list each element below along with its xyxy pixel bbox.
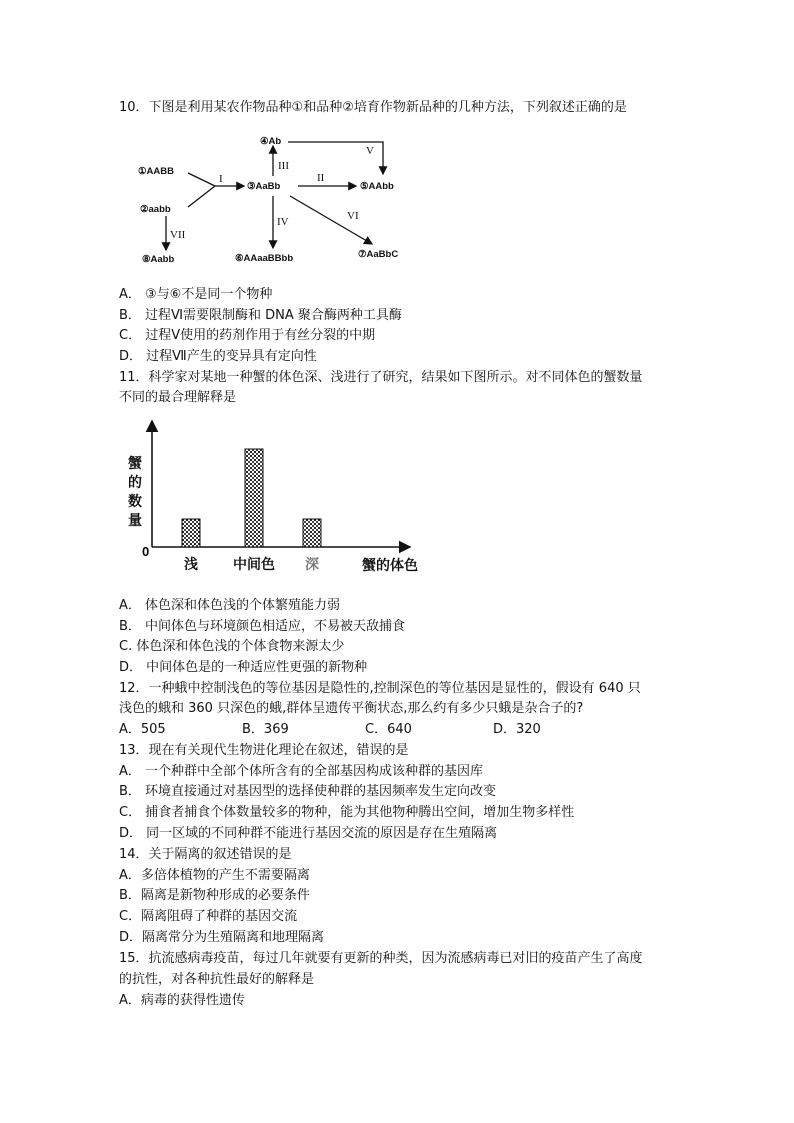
x-tick-1: 中间色: [233, 557, 275, 573]
q11-option-d: D． 中间体色是的一种适应性更强的新物种: [119, 660, 368, 675]
q12-option-a: A．505: [119, 722, 166, 737]
q10-option-b: B． 过程Ⅵ需要限制酶和 DNA 聚合酶两种工具酶: [119, 308, 402, 323]
q15-stem-1: 15．抗流感病毒疫苗，每过几年就要有更新的种类，因为流感病毒已对旧的疫苗产生了高度: [119, 951, 643, 966]
q12-stem-2: 浅色的蛾和 360 只深色的蛾,群体呈遗传平衡状态,那么约有多少只蛾是杂合子的?: [119, 701, 584, 716]
q11-stem-2: 不同的最合理解释是: [119, 390, 237, 405]
q13-option-a: A． 一个种群中全部个体所含有的全部基因构成该种群的基因库: [119, 764, 484, 779]
node-1: ①AABB: [138, 166, 174, 177]
q14-option-d: D．隔离常分为生殖隔离和地理隔离: [119, 930, 325, 945]
x-tick-2: 深: [305, 557, 319, 573]
bar-1: [245, 449, 263, 547]
crab-color-chart: [118, 415, 438, 580]
arrow-i-from-1: [188, 173, 215, 186]
q15-option-a: A．病毒的获得性遗传: [119, 993, 245, 1008]
origin-label: 0: [142, 544, 150, 559]
node-3: ③AaBb: [247, 181, 281, 192]
node-2: ②aabb: [140, 204, 171, 215]
q14-stem: 14．关于隔离的叙述错误的是: [119, 847, 292, 862]
q10-stem: 10．下图是利用某农作物品种①和品种②培育作物新品种的几种方法，下列叙述正确的是: [119, 100, 627, 115]
breeding-diagram: [130, 128, 430, 270]
node-7: ⑦AaBbC: [358, 249, 399, 260]
y-axis-label: 蟹的数量: [128, 456, 142, 529]
label-iv: IV: [277, 216, 289, 228]
q15-stem-2: 的抗性，对各种抗性最好的解释是: [119, 972, 315, 987]
bar-2: [303, 519, 321, 547]
q12-options: [119, 721, 541, 739]
node-5: ⑤AAbb: [360, 181, 394, 192]
q11-option-a: A． 体色深和体色浅的个体繁殖能力弱: [119, 598, 341, 613]
q12-option-c: C．640: [365, 722, 412, 737]
node-4: ④Ab: [260, 136, 282, 147]
node-8: ⑧Aabb: [142, 254, 175, 265]
q14-option-c: C．隔离阻碍了种群的基因交流: [119, 909, 298, 924]
x-axis-label: 蟹的体色: [362, 558, 418, 574]
q13-option-d: D． 同一区域的不同种群不能进行基因交流的原因是存在生殖隔离: [119, 826, 498, 841]
q11-option-b: B． 中间体色与环境颜色相适应，不易被天敌捕食: [119, 619, 406, 634]
q10-option-d: D． 过程Ⅶ产生的变异具有定向性: [119, 349, 317, 364]
q11-option-c: C. 体色深和体色浅的个体食物来源太少: [119, 639, 345, 654]
q10-option-c: C． 过程Ⅴ使用的药剂作用于有丝分裂的中期: [119, 328, 376, 343]
label-vi: VI: [347, 210, 359, 222]
bar-0: [182, 519, 200, 547]
q12-option-d: D．320: [493, 722, 541, 737]
label-vii: VII: [170, 229, 186, 241]
q13-stem: 13．现在有关现代生物进化理论在叙述，错误的是: [119, 743, 409, 758]
label-ii: II: [317, 172, 325, 184]
arrow-i-from-2: [188, 186, 215, 207]
q13-option-c: C． 捕食者捕食个体数量较多的物种，能为其他物种腾出空间，增加生物多样性: [119, 805, 575, 820]
q12-stem-1: 12．一种蛾中控制浅色的等位基因是隐性的,控制深色的等位基因是显性的，假设有 640 只: [119, 681, 641, 696]
q10-option-a: A． ③与⑥不是同一个物种: [119, 287, 273, 302]
arrow-vi: [290, 196, 372, 244]
q11-stem-1: 11．科学家对某地一种蟹的体色深、浅进行了研究，结果如下图所示。对不同体色的蟹数量: [119, 370, 643, 385]
q14-option-a: A．多倍体植物的产生不需要隔离: [119, 868, 310, 883]
x-tick-0: 浅: [184, 557, 198, 573]
label-i: I: [219, 173, 223, 185]
label-v: V: [366, 145, 374, 157]
label-iii: III: [278, 160, 289, 172]
q14-option-b: B．隔离是新物种形成的必要条件: [119, 888, 310, 903]
q13-option-b: B． 环境直接通过对基因型的选择使种群的基因频率发生定向改变: [119, 784, 497, 799]
q12-option-b: B．369: [242, 722, 289, 737]
node-6: ⑥AAaaBBbb: [235, 253, 294, 264]
